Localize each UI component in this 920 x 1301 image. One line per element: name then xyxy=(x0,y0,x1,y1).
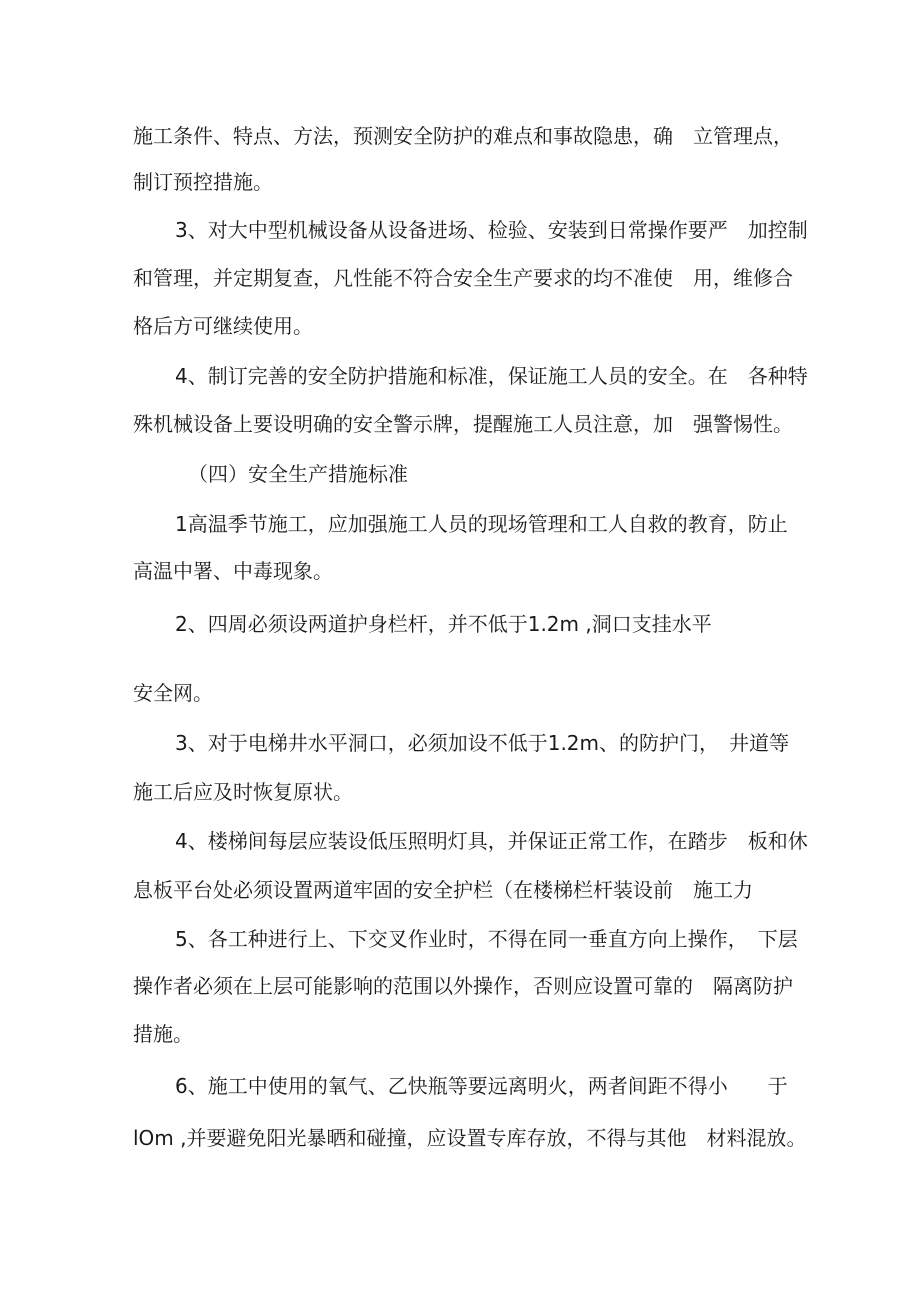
text-line: 3、对于电梯井水平洞口，必须加设不低于1.2m、的防护门， 井道等 xyxy=(175,731,790,755)
text-line: 格后方可继续使用。 xyxy=(133,314,313,338)
text-line: 高温中署、中毒现象。 xyxy=(133,559,333,583)
text-line: 2、四周必须设两道护身栏杆，并不低于1.2m ,洞口支挂水平 xyxy=(175,612,712,636)
text-line: lOm ,并要避免阳光暴晒和碰撞，应设置专库存放，不得与其他 材料混放。 xyxy=(133,1126,807,1150)
text-line: 施工条件、特点、方法，预测安全防护的难点和事故隐患，确 立管理点， xyxy=(133,124,793,148)
text-line: 4、制订完善的安全防护措施和标准，保证施工人员的安全。在 各种特 xyxy=(175,364,808,388)
text-line: 息板平台处必须设置两道牢固的安全护栏（在楼梯栏杆装设前 施工力 xyxy=(133,878,753,902)
text-line: 安全网。 xyxy=(133,681,213,705)
text-line: 操作者必须在上层可能影响的范围以外操作，否则应设置可靠的 隔离防护 xyxy=(133,974,793,998)
text-line: 6、施工中使用的氧气、乙快瓶等要远离明火，两者间距不得小 于 xyxy=(175,1074,788,1098)
text-line: 制订预控措施。 xyxy=(133,170,273,194)
text-line: 施工后应及时恢复原状。 xyxy=(133,780,353,804)
text-line: 和管理，并定期复查，凡性能不符合安全生产要求的均不准使 用，维修合 xyxy=(133,266,793,290)
text-line: 4、楼梯间每层应装设低压照明灯具，并保证正常工作，在踏步 板和休 xyxy=(175,829,808,853)
text-line: 1高温季节施工，应加强施工人员的现场管理和工人自救的教育，防止 xyxy=(175,512,788,536)
section-heading: （四）安全生产措施标准 xyxy=(188,462,408,486)
text-line: 3、对大中型机械设备从设备进场、检验、安装到日常操作要严 加控制 xyxy=(175,218,808,242)
text-line: 殊机械设备上要设明确的安全警示牌，提醒施工人员注意，加 强警惕性。 xyxy=(133,412,793,436)
text-line: 措施。 xyxy=(133,1022,193,1046)
text-line: 5、各工种进行上、下交叉作业时，不得在同一垂直方向上操作， 下层 xyxy=(175,927,798,951)
